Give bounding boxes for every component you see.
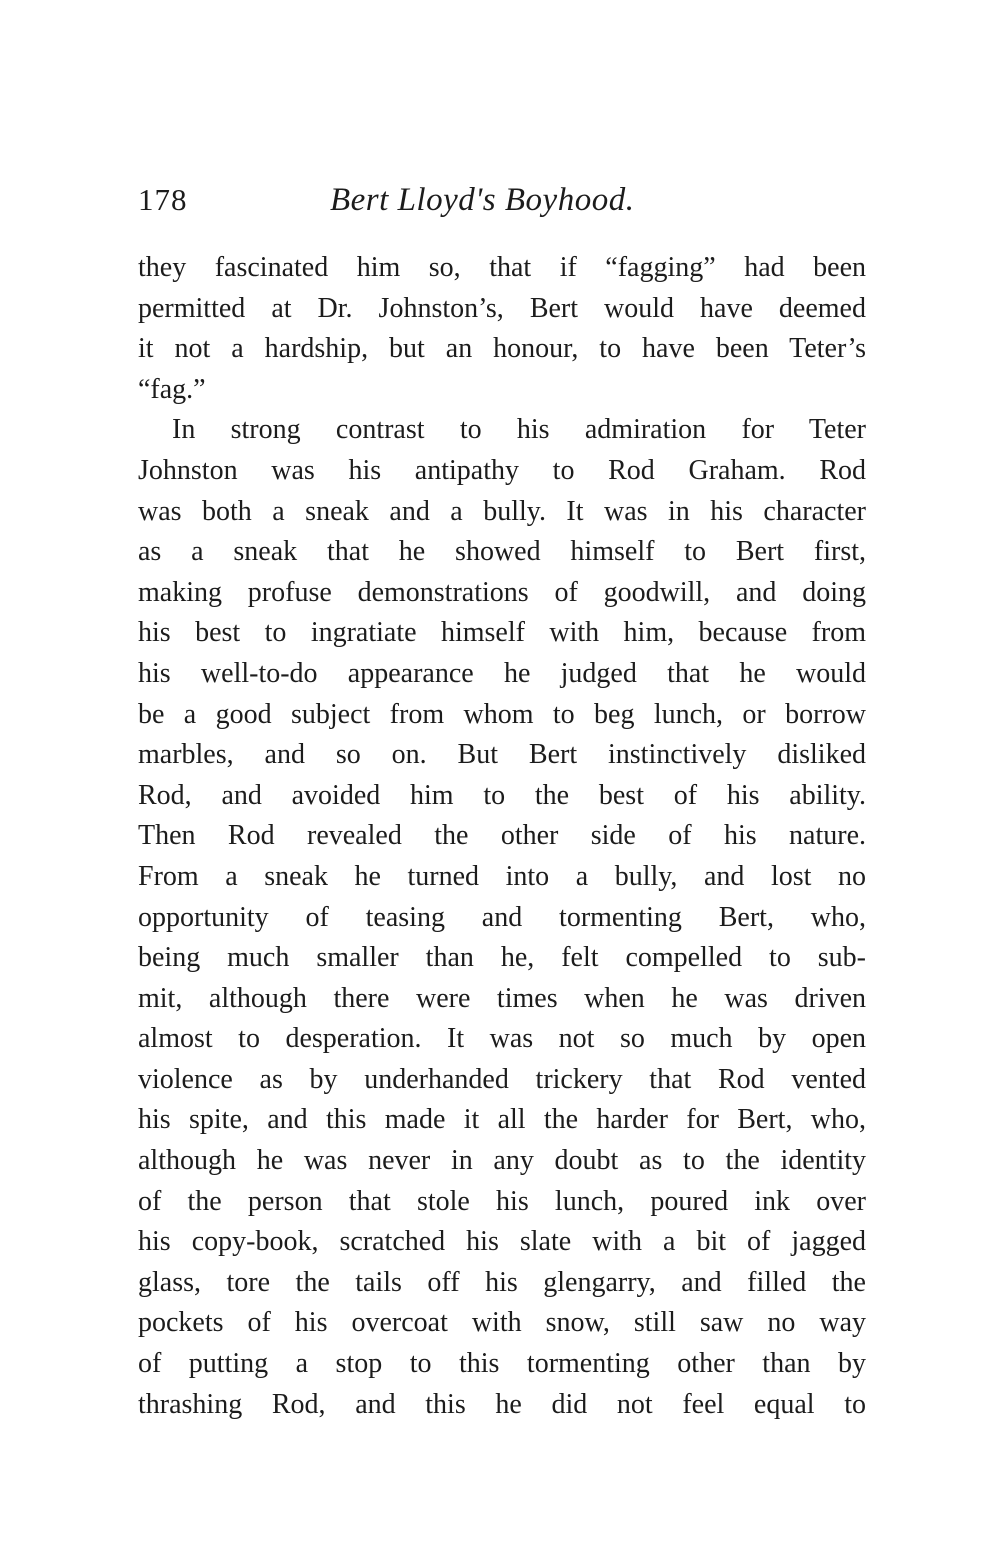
body-text (138, 248, 866, 1425)
text-line: In strong contrast to his admiration for Teter (172, 414, 866, 446)
text-line: almost to desperation. It was not so much by open (138, 1023, 866, 1055)
text-line: they fascinated him so, that if “fagging” had been (138, 252, 866, 283)
text-line: it not a hardship, but an honour, to have been Teter’s (138, 333, 866, 365)
text-line: of putting a stop to this tormenting other than by (138, 1348, 866, 1380)
text-line: Then Rod revealed the other side of his nature. (138, 820, 866, 852)
text-line: violence as by underhanded trickery that Rod vented (138, 1063, 866, 1095)
text-line: his best to ingratiate himself with him, because from (138, 617, 866, 649)
text-line: “fag.” (138, 373, 206, 405)
text-line: Johnston was his antipathy to Rod Graham. Rod (138, 454, 866, 486)
text-line: marbles, and so on. But Bert instinctively disliked (138, 739, 866, 771)
text-line: as a sneak that he showed himself to Bert first, (138, 536, 866, 568)
text-line: permitted at Dr. Johnston’s, Bert would have deemed (138, 292, 866, 324)
text-line: Rod, and avoided him to the best of his ability. (138, 779, 866, 811)
text-line: be a good subject from whom to beg lunch, or borrow (138, 698, 866, 730)
text-line: his spite, and this made it all the harder for Bert, who, (138, 1104, 866, 1136)
text-line: making profuse demonstrations of goodwill, and doing (138, 576, 866, 608)
text-line: although he was never in any doubt as to the identity (138, 1145, 866, 1177)
text-line: glass, tore the tails off his glengarry, and filled the (138, 1266, 866, 1298)
text-line: thrashing Rod, and this he did not feel equal to (138, 1388, 866, 1420)
text-line: mit, although there were times when he was driven (138, 982, 866, 1014)
page-header (138, 180, 858, 230)
text-line: pockets of his overcoat with snow, still saw no way (138, 1307, 866, 1339)
text-line: being much smaller than he, felt compelled to sub- (138, 942, 866, 974)
text-line: his copy-book, scratched his slate with a bit of jagged (138, 1226, 866, 1258)
text-line: was both a sneak and a bully. It was in his character (138, 495, 866, 527)
text-line: From a sneak he turned into a bully, and lost no (138, 860, 866, 892)
text-line: his well-to-do appearance he judged that he would (138, 657, 866, 689)
running-title: Bert Lloyd's Boyhood. (330, 182, 635, 218)
text-line: of the person that stole his lunch, poured ink over (138, 1185, 866, 1217)
text-line: opportunity of teasing and tormenting Bert, who, (138, 901, 866, 933)
page-number: 178 (138, 182, 188, 217)
